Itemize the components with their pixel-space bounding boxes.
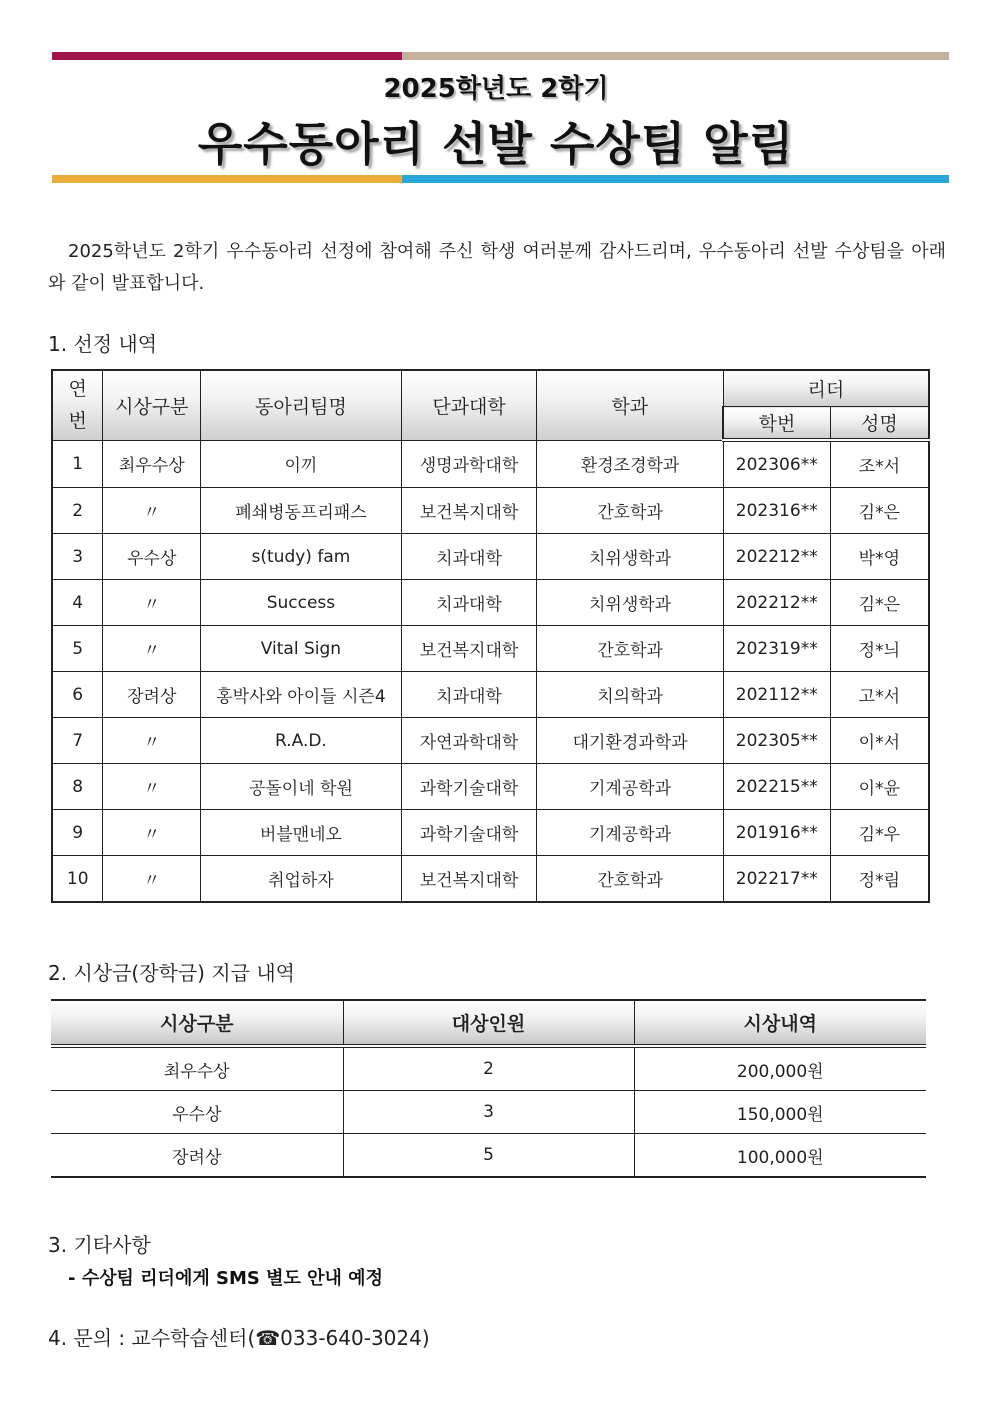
prize-cell-prize: 200,000원 bbox=[634, 1046, 926, 1091]
cell-no: 5 bbox=[52, 626, 103, 672]
cell-no: 3 bbox=[52, 534, 103, 580]
cell-dept: 환경조경학과 bbox=[537, 440, 723, 488]
cell-id: 202112** bbox=[723, 672, 830, 718]
table-row bbox=[52, 440, 929, 488]
cell-team: 홍박사와 아이들 시즌4 bbox=[201, 672, 402, 718]
header-award: 시상구분 bbox=[103, 370, 201, 440]
cell-award: 최우수상 bbox=[103, 440, 201, 488]
cell-team: R.A.D. bbox=[201, 718, 402, 764]
cell-award: 우수상 bbox=[103, 534, 201, 580]
cell-college: 치과대학 bbox=[401, 672, 537, 718]
cell-award: 〃 bbox=[103, 626, 201, 672]
table-row bbox=[52, 580, 929, 626]
intro-paragraph: 2025학년도 2학기 우수동아리 선정에 참여해 주신 학생 여러분께 감사드리며, 우수동아리 선발 수상팀을 아래와 같이 발표합니다. bbox=[48, 241, 946, 294]
table-row bbox=[51, 1134, 926, 1178]
page-subtitle: 2025학년도 2학기 bbox=[383, 74, 609, 104]
cell-name: 김*우 bbox=[830, 810, 929, 856]
cell-college: 보건복지대학 bbox=[401, 488, 537, 534]
table-row bbox=[51, 1091, 926, 1134]
cell-team: Success bbox=[201, 580, 402, 626]
cell-college: 치과대학 bbox=[401, 534, 537, 580]
cell-id: 202217** bbox=[723, 856, 830, 903]
cell-id: 202306** bbox=[723, 440, 830, 488]
cell-award: 〃 bbox=[103, 764, 201, 810]
cell-id: 201916** bbox=[723, 810, 830, 856]
cell-no: 4 bbox=[52, 580, 103, 626]
table-row bbox=[52, 626, 929, 672]
cell-team: 폐쇄병동프리패스 bbox=[201, 488, 402, 534]
cell-dept: 기계공학과 bbox=[537, 764, 723, 810]
cell-name: 정*늬 bbox=[830, 626, 929, 672]
cell-id: 202319** bbox=[723, 626, 830, 672]
cell-award: 〃 bbox=[103, 488, 201, 534]
cell-name: 김*은 bbox=[830, 488, 929, 534]
prize-cell-count: 3 bbox=[343, 1091, 634, 1134]
cell-dept: 치위생학과 bbox=[537, 534, 723, 580]
top-bar-right bbox=[402, 52, 949, 60]
cell-team: Vital Sign bbox=[201, 626, 402, 672]
cell-dept: 치의학과 bbox=[537, 672, 723, 718]
cell-college: 과학기술대학 bbox=[401, 764, 537, 810]
header-name: 성명 bbox=[830, 407, 929, 441]
cell-id: 202316** bbox=[723, 488, 830, 534]
contact-line: 4. 문의 : 교수학습센터(☎033-640-3024) bbox=[48, 1326, 430, 1350]
prize-header-count: 대상인원 bbox=[343, 1000, 634, 1046]
cell-dept: 치위생학과 bbox=[537, 580, 723, 626]
prize-cell-count: 2 bbox=[343, 1046, 634, 1091]
header-student-id: 학번 bbox=[723, 407, 830, 441]
cell-dept: 대기환경과학과 bbox=[537, 718, 723, 764]
cell-dept: 간호학과 bbox=[537, 856, 723, 903]
cell-no: 1 bbox=[52, 440, 103, 488]
prize-header-award: 시상구분 bbox=[51, 1000, 343, 1046]
cell-team: 공돌이네 학원 bbox=[201, 764, 402, 810]
cell-dept: 간호학과 bbox=[537, 626, 723, 672]
cell-team: 버블맨네오 bbox=[201, 810, 402, 856]
sms-note: - 수상팀 리더에게 SMS 별도 안내 예정 bbox=[68, 1268, 383, 1289]
cell-id: 202305** bbox=[723, 718, 830, 764]
cell-award: 장려상 bbox=[103, 672, 201, 718]
header-no-top: 연 bbox=[68, 378, 87, 401]
header-team: 동아리팀명 bbox=[201, 370, 402, 440]
cell-college: 과학기술대학 bbox=[401, 810, 537, 856]
cell-name: 조*서 bbox=[830, 440, 929, 488]
table-row bbox=[52, 810, 929, 856]
cell-team: s(tudy) fam bbox=[201, 534, 402, 580]
prize-cell-prize: 150,000원 bbox=[634, 1091, 926, 1134]
prize-table bbox=[51, 999, 926, 1178]
cell-name: 박*영 bbox=[830, 534, 929, 580]
table-row bbox=[52, 672, 929, 718]
table-row bbox=[52, 534, 929, 580]
prize-header-prize: 시상내역 bbox=[634, 1000, 926, 1046]
cell-id: 202212** bbox=[723, 534, 830, 580]
top-bar-left bbox=[52, 52, 402, 60]
cell-name: 이*윤 bbox=[830, 764, 929, 810]
cell-name: 정*림 bbox=[830, 856, 929, 903]
table-row bbox=[52, 718, 929, 764]
cell-id: 202215** bbox=[723, 764, 830, 810]
table-row bbox=[52, 856, 929, 903]
selection-table bbox=[51, 369, 930, 903]
cell-no: 10 bbox=[52, 856, 103, 903]
cell-no: 6 bbox=[52, 672, 103, 718]
table-row bbox=[52, 764, 929, 810]
bottom-bar-left bbox=[52, 175, 402, 183]
cell-college: 치과대학 bbox=[401, 580, 537, 626]
cell-id: 202212** bbox=[723, 580, 830, 626]
cell-college: 보건복지대학 bbox=[401, 856, 537, 903]
cell-dept: 간호학과 bbox=[537, 488, 723, 534]
cell-team: 취업하자 bbox=[201, 856, 402, 903]
cell-award: 〃 bbox=[103, 580, 201, 626]
cell-college: 보건복지대학 bbox=[401, 626, 537, 672]
prize-cell-award: 장려상 bbox=[51, 1134, 343, 1178]
section-prize-heading: 2. 시상금(장학금) 지급 내역 bbox=[48, 961, 295, 985]
cell-award: 〃 bbox=[103, 718, 201, 764]
cell-name: 고*서 bbox=[830, 672, 929, 718]
header-no-bottom: 번 bbox=[68, 410, 87, 433]
header-college: 단과대학 bbox=[401, 370, 537, 440]
prize-cell-award: 최우수상 bbox=[51, 1046, 343, 1091]
cell-award: 〃 bbox=[103, 856, 201, 903]
prize-cell-prize: 100,000원 bbox=[634, 1134, 926, 1178]
bottom-bar-right bbox=[402, 175, 949, 183]
cell-college: 자연과학대학 bbox=[401, 718, 537, 764]
cell-no: 9 bbox=[52, 810, 103, 856]
table-row bbox=[51, 1046, 926, 1091]
cell-no: 8 bbox=[52, 764, 103, 810]
page-title: 우수동아리 선발 수상팀 알림 bbox=[197, 117, 795, 171]
prize-cell-award: 우수상 bbox=[51, 1091, 343, 1134]
cell-name: 이*서 bbox=[830, 718, 929, 764]
cell-no: 2 bbox=[52, 488, 103, 534]
cell-no: 7 bbox=[52, 718, 103, 764]
cell-award: 〃 bbox=[103, 810, 201, 856]
header-no bbox=[52, 370, 103, 440]
prize-cell-count: 5 bbox=[343, 1134, 634, 1178]
header-dept: 학과 bbox=[537, 370, 723, 440]
section-selection-heading: 1. 선정 내역 bbox=[48, 332, 158, 356]
cell-dept: 기계공학과 bbox=[537, 810, 723, 856]
table-row bbox=[52, 488, 929, 534]
cell-name: 김*은 bbox=[830, 580, 929, 626]
cell-college: 생명과학대학 bbox=[401, 440, 537, 488]
header-leader: 리더 bbox=[723, 370, 929, 407]
cell-team: 이끼 bbox=[201, 440, 402, 488]
section-etc-heading: 3. 기타사항 bbox=[48, 1233, 151, 1257]
